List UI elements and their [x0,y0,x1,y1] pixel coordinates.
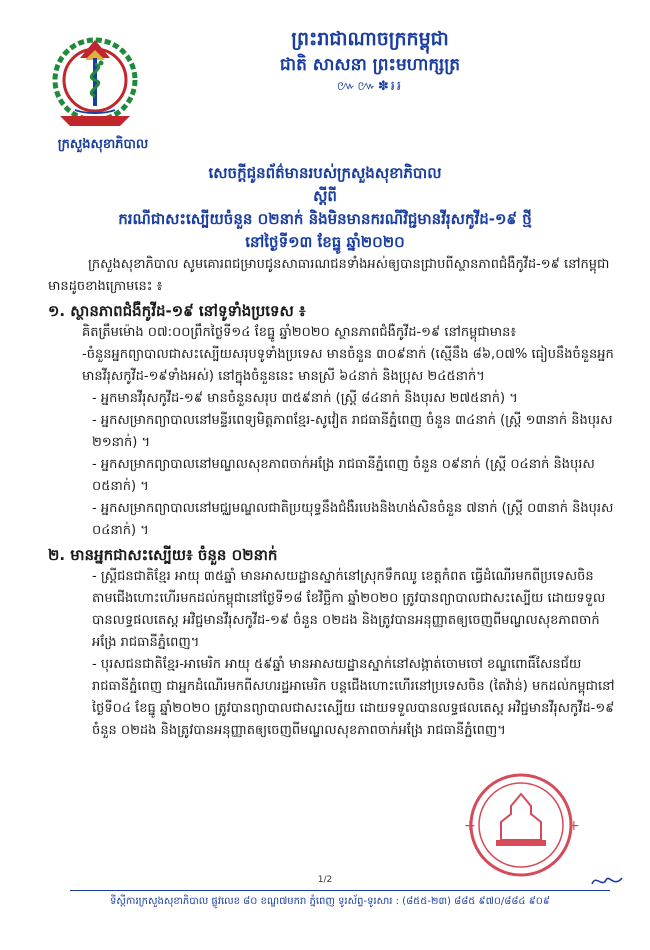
footer-address: ទីស្តីការក្រសួងសុខាភិបាល ផ្លូវលេខ ៨០ ខណ្ឌ៧មករា ភ្នំពេញ ទូរស័ព្ទ-ទូរសារ : (៨៥៥-២៣) ៨៨៥ ៩៧០/៨៨៤ ៩០៩ [110,896,550,907]
ministry-name-label: ក្រសួងសុខាភិបាល [57,137,149,152]
intro-paragraph: ក្រសួងសុខាភិបាល សូមគោរពជម្រាបជូនសាធារណជនទាំងអស់ឲ្យបានជ្រាបពីស្ថានភាពជំងឺកូវីដ-១៩ នៅកម្ពុជា មានដូចខាងក្រោមនេះ ៖ [48,257,610,294]
title-line-2: ស្តីពី [313,187,337,205]
section-1-heading: ១. ស្ថានភាពជំងឺកូវីដ-១៩ នៅទូទាំងប្រទេស ៖ [48,302,306,320]
page-number: 1/2 [317,875,333,885]
title-line-3: ករណីជាសះស្បើយចំនួន ០២នាក់ និងមិនមានករណីវិជ្ជមានវីរុសកូវីដ-១៩ ថ្មី [118,210,532,228]
official-seal-icon [456,770,586,880]
svg-text:+: + [464,818,476,834]
section-2-bullet-1: - ស្ត្រីជនជាតិខ្មែរ អាយុ ៣៥ឆ្នាំ មានអាសយដ្ឋានស្នាក់នៅស្រុកទឹកឈូ ខេត្តកំពត ធ្វើដំណើរមកពីប្រទេសចិន តាមជើងហោះហើរមកដល់កម្ពុជានៅថ្ងៃទី១៨ ខែវិច្ឆិកា ឆ្នាំ២០២០ ត្រូវបានព្យាបាលជាសះស្បើយ ដោយទទួលបានលទ្ធផលតេស្ត អវិជ្ជមានវីរុសកូវីដ-១៩ ចំនួន ០២ដង និងត្រូវបានអនុញ្ញាតឲ្យចេញពីមណ្ឌលសុខភាពចាក់អង្រែ រាជធានីភ្នំពេញ។ [92,569,606,650]
title-line-4: នៅថ្ងៃទី១៣ ខែធ្នូ ឆ្នាំ២០២០ [245,233,405,251]
section-1-bullet-4: - អ្នកសម្រាកព្យាបាលនៅមជ្ឈមណ្ឌលជាតិប្រយុទ្ធនឹងជំងឺរបេងនិងហង់សិនចំនួន ៧នាក់ (ស្ត្រី ០៣នាក់ និងបុរស ០៤នាក់) ។ [92,501,614,538]
svg-text:+: + [568,818,580,834]
ministry-of-health-logo-icon [40,28,150,143]
section-1-paragraph-1: គិតត្រឹមម៉ោង ០៧:០០ព្រឹកថ្ងៃទី១៤ ខែធ្នូ ឆ្នាំ២០២០ ស្ថានភាពជំងឺកូវីដ-១៩ នៅកម្ពុជាមាន៖ [82,325,517,340]
document-body [48,254,616,742]
section-2-bullet-2: - បុរសជនជាតិខ្មែរ-អាមេរិក អាយុ ៥៩ឆ្នាំ មានអាសយដ្ឋានស្នាក់នៅសង្កាត់ចោមចៅ ខណ្ឌពោធិ៍សែនជ័យ រាជធានីភ្នំពេញ ជាអ្នកដំណើរមកពីសហរដ្ឋអាមេរិក បន្តជើងហោះហើរនៅប្រទេសចិន (តៃវ៉ាន់) មកដល់កម្ពុជានៅថ្ងៃទី០៤ ខែធ្នូ ឆ្នាំ២០២០ ត្រូវបានព្យាបាលជាសះស្បើយ ដោយទទួលបានលទ្ធផលតេស្ត អវិជ្ជមានវីរុសកូវីដ-១៩ ចំនួន ០២ដង និងត្រូវបានអនុញ្ញាតឲ្យចេញពីមណ្ឌលសុខភាពចាក់អង្រែ រាជធានីភ្នំពេញ។ [92,657,615,738]
kingdom-line-1: ព្រះរាជាណាចក្រកម្ពុជា [291,28,449,50]
section-1-bullet-3: - អ្នកសម្រាកព្យាបាលនៅមណ្ឌលសុខភាពចាក់អង្រែ រាជធានីភ្នំពេញ ចំនួន ០៩នាក់ (ស្ត្រី ០៤នាក់ និងបុរស ០៥នាក់) ។ [92,457,595,494]
kingdom-line-2: ជាតិ សាសនា ព្រះមហាក្សត្រ [279,55,461,75]
section-2-heading: ២. មានអ្នកជាសះស្បើយ៖ ចំនួន ០២នាក់ [48,546,278,564]
kingdom-heading [210,26,530,96]
section-1-paragraph-2: -ចំនួនអ្នកព្យាបាលជាសះស្បើយសរុបទូទាំងប្រទេស មានចំនួន ៣០៩នាក់ (ស្មើនឹង ៨៦,០៧% ធៀបនឹងចំនួនអ្នកមានវីរុសកូវីដ-១៩ទាំងអស់) នៅក្នុងចំនួននេះ មានស្រី ៦៤នាក់ និងប្រុស ២៤៥នាក់។ [82,347,614,384]
ornament-divider: ៚៚✽៛៛ [337,79,403,94]
document-title-block [60,162,590,254]
footer-divider [70,890,610,891]
section-1-bullet-2: - អ្នកសម្រាកព្យាបាលនៅមន្ទីរពេទ្យមិត្តភាពខ្មែរ-សូវៀត រាជធានីភ្នំពេញ ចំនួន ៣៤នាក់ (ស្ត្រី ១៣នាក់ និងបុរស ២១នាក់) ។ [92,413,613,450]
section-1-bullet-1: - អ្នកមានវីរុសកូវីដ-១៩ មានចំនួនសរុប ៣៥៩នាក់ (ស្ត្រី ៨៤នាក់ និងបុរស ២៧៥នាក់) ។ [92,391,518,406]
title-line-1: សេចក្តីជូនព័ត៌មានរបស់ក្រសួងសុខាភិបាល [208,164,442,182]
